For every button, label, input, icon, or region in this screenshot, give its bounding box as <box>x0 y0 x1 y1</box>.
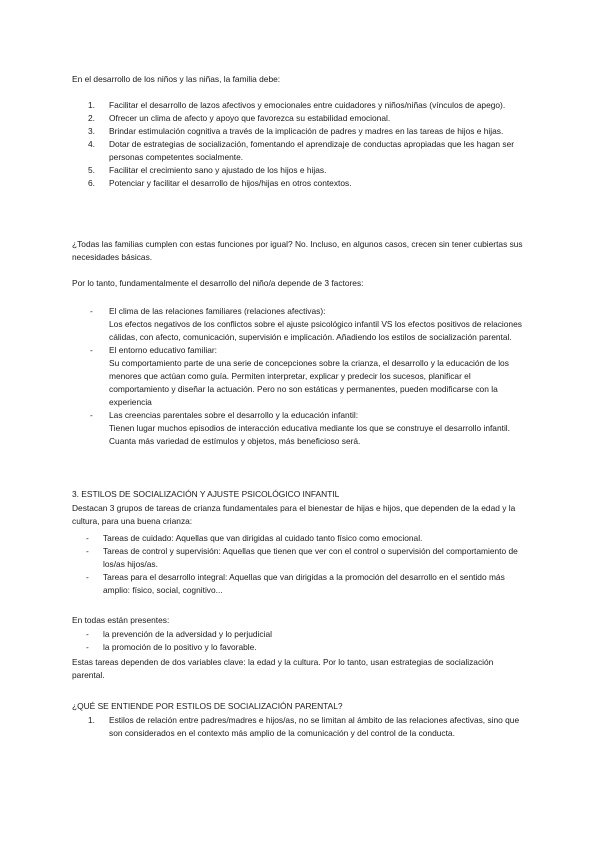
factor-title: El clima de las relaciones familiares (relaciones afectivas): <box>109 306 326 316</box>
task-text: Tareas de control y supervisión: Aquellas que tienen que ver con el control o supervisión del comportamiento de los/as hijos/as. <box>103 546 518 569</box>
list-number: 2. <box>88 113 95 123</box>
list-dash: - <box>86 572 89 582</box>
list-item-text: Ofrecer un clima de afecto y apoyo que favorezca su estabilidad emocional. <box>109 113 391 123</box>
present-text: la prevención de la adversidad y lo perjudicial <box>103 629 272 639</box>
list-dash: - <box>86 642 89 652</box>
list-dash: - <box>90 306 93 316</box>
list-item-text: Facilitar el desarrollo de lazos afectivos y emocionales entre cuidadores y niños/niñas (vínculos de apego). <box>109 100 506 110</box>
task-text: Tareas de cuidado: Aquellas que van dirigidas al cuidado tanto físico como emocional. <box>103 533 423 543</box>
list-item-text: Estilos de relación entre padres/madres e hijos/as, no se limitan al ámbito de las relaciones afectivas, sino que son considerados en el contexto más amplio de la comunicación y del control de la conducta. <box>109 715 520 738</box>
present-list <box>72 628 528 654</box>
factor-title: Las creencias parentales sobre el desarrollo y la educación infantil: <box>109 410 359 420</box>
list-number: 4. <box>88 139 95 149</box>
task-item <box>72 545 528 571</box>
task-item <box>72 571 528 597</box>
list-item <box>72 125 528 138</box>
list-dash: - <box>86 533 89 543</box>
factor-title: El entorno educativo familiar: <box>109 345 217 355</box>
list-item-text: Potenciar y facilitar el desarrollo de hijos/hijas en otros contextos. <box>109 178 352 188</box>
tasks-list <box>72 532 528 597</box>
task-item <box>72 532 528 545</box>
list-item <box>72 177 528 190</box>
present-intro: En todas están presentes: <box>72 615 170 625</box>
list-item <box>72 112 528 125</box>
list-item <box>72 99 528 112</box>
present-text: la promoción de lo positivo y lo favorable. <box>103 642 257 652</box>
list-item-text: Facilitar el crecimiento sano y ajustado de los hijos e hijas. <box>109 165 327 175</box>
family-functions-list <box>72 99 528 190</box>
list-number: 1. <box>88 715 95 725</box>
section-heading: 3. ESTILOS DE SOCIALIZACIÓN Y AJUSTE PSICOLÓGICO INFANTIL <box>72 489 340 499</box>
list-item-text: Brindar estimulación cognitiva a través de la implicación de padres y madres en las tareas de hijos e hijas. <box>109 126 504 136</box>
factors-list <box>72 305 528 448</box>
present-item <box>72 628 528 641</box>
question-paragraph: ¿Todas las familias cumplen con estas funciones por igual? No. Incluso, en algunos casos, crecen sin tener cubiertas sus necesidades básicas. <box>72 239 523 262</box>
list-number: 6. <box>88 178 95 188</box>
list-number: 1. <box>88 100 95 110</box>
factor-body: Tienen lugar muchos episodios de interacción educativa mediante los que se construye el desarrollo infantil. Cuanta más variedad de estímulos y objetos, más beneficioso será. <box>109 423 510 446</box>
list-dash: - <box>90 410 93 420</box>
factor-body: Su comportamiento parte de una serie de concepciones sobre la crianza, el desarrollo y la educación de los menores que actúan como guía. Permiten interpretar, explicar y predecir los sucesos, planificar el comportamiento y diseñar la actuación. Pero no son estáticas y permanentes, pueden modificarse con la experiencia <box>109 358 509 407</box>
question-heading: ¿QUÉ SE ENTIENDE POR ESTILOS DE SOCIALIZACIÓN PARENTAL? <box>72 701 343 711</box>
list-number: 3. <box>88 126 95 136</box>
task-text: Tareas para el desarrollo integral: Aquellas que van dirigidas a la promoción del desarrollo en el sentido más amplio: físico, social, cognitivo... <box>103 572 505 595</box>
section-intro: Destacan 3 grupos de tareas de crianza fundamentales para el bienestar de hijas e hijos, que dependen de la edad y la cultura, para una buena crianza: <box>72 503 516 526</box>
intro-paragraph: En el desarrollo de los niños y las niñas, la familia debe: <box>72 74 281 84</box>
factor-item <box>72 344 528 409</box>
present-item <box>72 641 528 654</box>
factors-intro: Por lo tanto, fundamentalmente el desarrollo del niño/a depende de 3 factores: <box>72 278 364 288</box>
factor-item <box>72 305 528 344</box>
list-dash: - <box>86 546 89 556</box>
factor-item <box>72 409 528 448</box>
list-item <box>72 714 528 740</box>
list-item-text: Dotar de estrategias de socialización, fomentando el aprendizaje de conductas apropiadas que les hagan ser personas competentes socialmente. <box>109 139 515 162</box>
list-dash: - <box>90 345 93 355</box>
list-item <box>72 138 528 164</box>
factor-body: Los efectos negativos de los conflictos sobre el ajuste psicológico infantil VS los efectos positivos de relaciones cálidas, con afecto, comunicación, supervisión e implicación. Añadiendo los estilos de socialización parental. <box>109 319 522 342</box>
styles-list <box>72 714 528 740</box>
variables-paragraph: Estas tareas dependen de dos variables clave: la edad y la cultura. Por lo tanto, usan estrategias de socialización parental. <box>72 657 494 680</box>
list-dash: - <box>86 629 89 639</box>
list-item <box>72 164 528 177</box>
list-number: 5. <box>88 165 95 175</box>
